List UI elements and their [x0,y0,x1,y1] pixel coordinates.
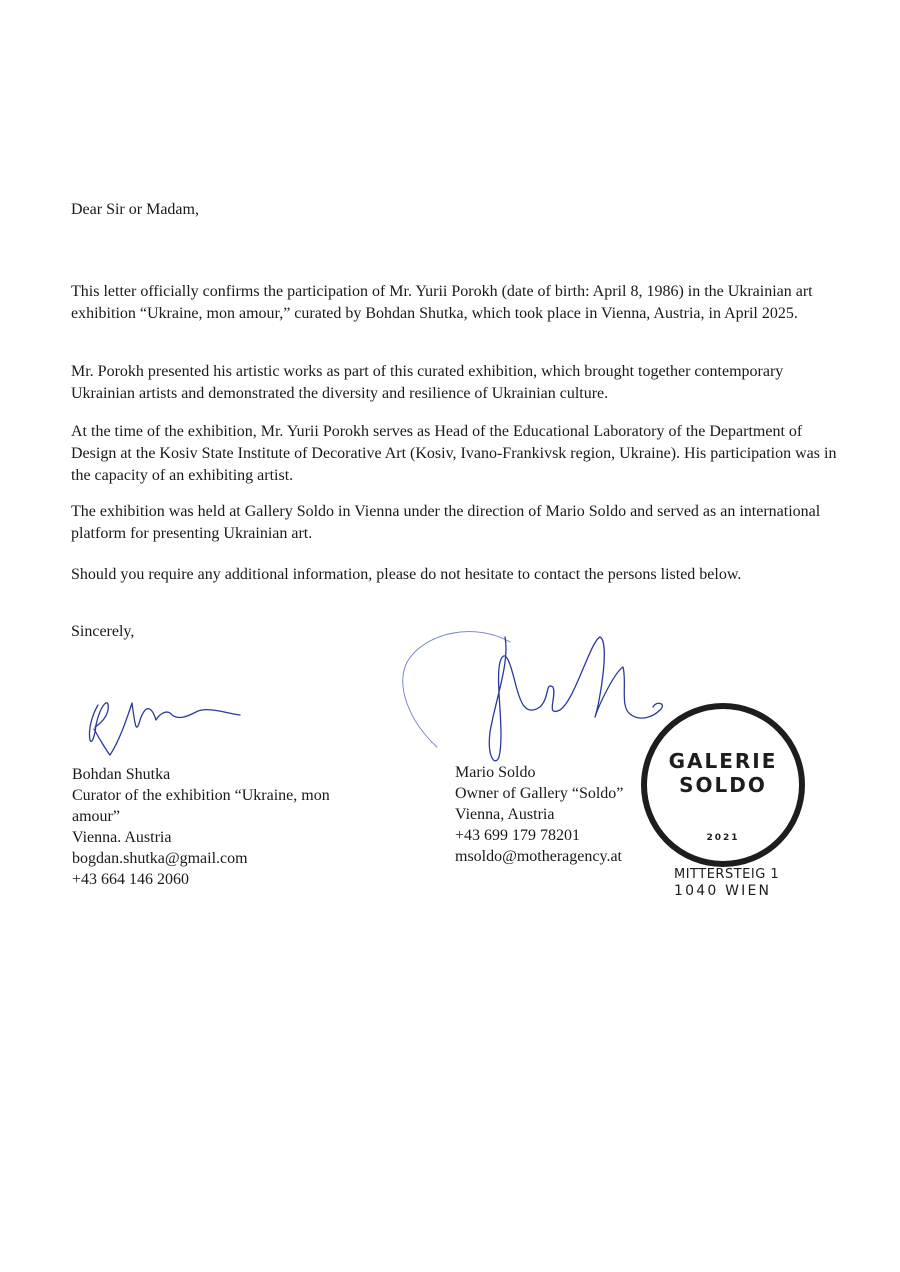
stamp-address-street: MITTERSTEIG 1 [674,867,780,882]
paragraph-contact: Should you require any additional information, please do not hesitate to contact the persons listed below. [71,566,742,583]
curator-contact-block [72,764,372,890]
owner-phone[interactable]: +43 699 179 78201 [455,827,581,844]
owner-location: Vienna, Austria [455,806,555,823]
stamp-line1: GALERIE [668,749,778,773]
paragraph-position: At the time of the exhibition, Mr. Yurii Porokh serves as Head of the Educational Laboratory of the Department of Design at the Kosiv State Institute of Decorative Art (Kosiv, Ivano-Frankivsk region, Ukraine). His participation was in the capacity of an exhibiting artist. [71,423,837,484]
curator-location: Vienna. Austria [72,829,172,846]
owner-title: Owner of Gallery “Soldo” [455,785,624,802]
closing: Sincerely, [71,623,135,640]
curator-phone[interactable]: +43 664 146 2060 [72,871,190,888]
paragraph-presentation: Mr. Porokh presented his artistic works as part of this curated exhibition, which brought together contemporary Ukrainian artists and demonstrated the diversity and resilience of Ukrainian culture. [71,363,784,402]
paragraph-confirmation: This letter officially confirms the participation of Mr. Yurii Porokh (date of birth: April 8, 1986) in the Ukrainian art exhibition “Ukraine, mon amour,” curated by Bohdan Shutka, which took place in Vienna, Austria, in April 2025. [71,283,813,322]
owner-signature [395,622,675,767]
stamp-line2: SOLDO [679,773,767,797]
owner-email[interactable]: msoldo@motheragency.at [455,848,622,865]
paragraph-venue: The exhibition was held at Gallery Soldo in Vienna under the direction of Mario Soldo and served as an international platform for presenting Ukrainian art. [71,503,821,542]
gallery-stamp [640,702,806,868]
owner-contact-block [455,762,623,867]
stamp-address-city: 1040 WIEN [674,883,772,899]
curator-email[interactable]: bogdan.shutka@gmail.com [72,850,248,867]
owner-name: Mario Soldo [455,764,536,781]
stamp-year: 2021 [706,833,740,843]
curator-signature [80,685,250,760]
stamp-address [674,866,779,900]
greeting: Dear Sir or Madam, [71,201,199,218]
curator-name: Bohdan Shutka [72,766,171,783]
curator-title: Curator of the exhibition “Ukraine, mon amour” [72,787,330,825]
